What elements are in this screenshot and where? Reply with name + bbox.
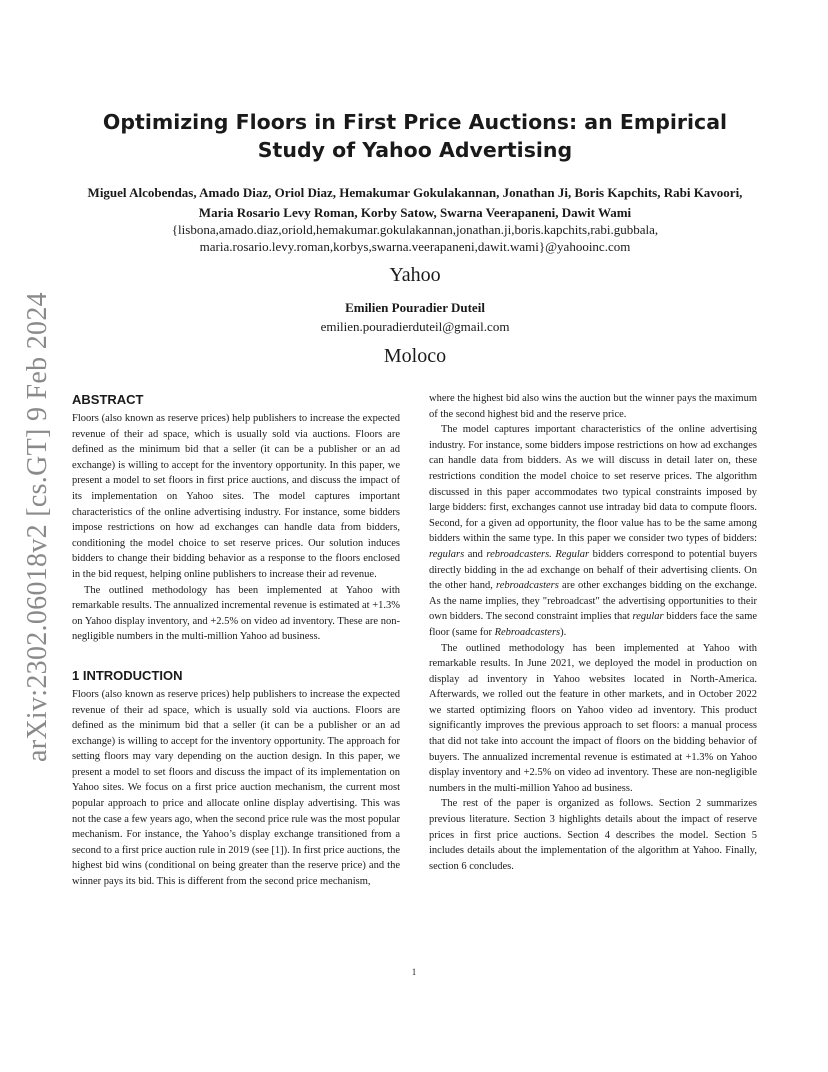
page-number: 1 [411,967,417,977]
paper-title: Optimizing Floors in First Price Auctions: an Empirical Study of Yahoo Advertising [102,110,728,162]
right-paragraph-0: where the highest bid also wins the auction but the winner pays the maximum of the second highest bid and the reserve price. [429,393,757,420]
abstract-paragraph-1: Floors (also known as reserve prices) help publishers to increase the expected revenue of their ad space, which is usually sold via auctions. Floors are defined as the minimum bid that a seller (it can be a publisher or an ad exchange) is willing to accept for the inventory opportunity. In this paper, we present a model to set floors in first price auctions, and discuss the impact of its implementation on Yahoo sites. The model captures important characteristics of the online advertising industry. For instance, some bidders impose restrictions on how ad exchanges can handle data from bidders, conditioning the model choice to set reserve prices. Our solution induces bidders to change their bidding behavior as a response to the floors enclosed in the bid request, helping online publishers to increase their ad revenue. [72,413,400,580]
author-emails: {lisbona,amado.diaz,oriold,hemakumar.gokulakannan,jonathan.ji,boris.kapchits,rabi.gubbala, maria.rosario.levy.roman,korbys,swarna.veerapaneni,dawit.wami}@yahooinc.com [171,222,659,254]
right-paragraph-1: The model captures important characteristics of the online advertising industry. For instance, some bidders impose restrictions on how ad exchanges can handle data from bidders. As we will discuss in detail later on, these restrictions condition the model choice to set reserve prices. The algorithm discussed in this paper accommodates two typical constraints imposed by large bidders: first, exchanges cannot use intraday bid data to compute floors. Second, for a given ad opportunity, the floor value has to be the same among bidders within the same type. In this paper we consider two types of bidders: regulars and rebroadcasters. Regular bidders correspond to potential buyers directly bidding in the ad exchange on behalf of their advertising clients. On the other hand, rebroadcasters are other exchanges bidding on the exchange. As the name implies, they "rebroadcast" the advertising opportunities to their own bidders. The second constraint implies that regular bidders face the same floor (same for Rebroadcasters). [429,424,758,638]
right-paragraph-2: The outlined methodology has been implemented at Yahoo with remarkable results. In June 2021, we deployed the model in production on display ad inventory in Yahoo websites located in North-America. Afterwards, we rolled out the feature in other markets, and in October 2022 we started optimizing floors on Yahoo video ad inventory. This product significantly improves the previous approach to set floors: a manual process that did not take into account the impact of floors on the bidding behavior of buyers. The annualized incremental revenue is estimated at +1.3% on Yahoo display inventory and +2.5% on video ad inventory. These are non-negligible numbers in the multi-million Yahoo ad business. [429,642,757,794]
abstract-paragraph-2: The outlined methodology has been implemented at Yahoo with remarkable results. The annualized incremental revenue is estimated at +1.3% on Yahoo display inventory, and +2.5% on video ad inventory. These are non-negligible numbers in the multi-million Yahoo ad business. [72,584,400,643]
introduction-paragraph-1: Floors (also known as reserve prices) help publishers to increase the expected revenue of their ad space, which is usually sold via auctions. Floors are defined as the minimum bid that a seller (it can be a publisher or an ad exchange) is willing to accept for the inventory opportunity. The approach for setting floors may vary depending on the auction design. In this paper, we present a model to set floors and discuss the impact of its implementation on Yahoo sites. We focus on a first price auction mechanism, the current most popular approach to price and allocate online display advertising. This was not the case a few years ago, when the second price rule was the most popular mechanism. For instance, the Yahoo’s display exchange transitioned from a second to a first price auction rule in 2019 (see [1]). In first price auctions, the highest bid wins (conditional on being greater than the reserve price) and the winner pays its bid. This is different from the second price mechanism, [72,688,401,888]
second-author: Emilien Pouradier Duteil [345,300,485,315]
arxiv-identifier: arXiv:2302.06018v2 [cs.GT] 9 Feb 2024 [22,292,53,762]
right-column [429,391,757,874]
left-column [72,391,400,890]
abstract-heading: ABSTRACT [72,392,144,407]
introduction-heading: 1 INTRODUCTION [72,667,183,683]
right-paragraph-3: The rest of the paper is organized as follows. Section 2 summarizes previous literature. Section 3 highlights details about the impact of reserve prices in first price auctions. Section 4 describes the model. Section 5 includes details about the implementation of the algorithm at Yahoo. Finally, section 6 concludes. [429,798,757,872]
author-list: Miguel Alcobendas, Amado Diaz, Oriol Diaz, Hemakumar Gokulakannan, Jonathan Ji, Boris Kapchits, Rabi Kavoori, Maria Rosario Levy Roman, Korby Satow, Swarna Veerapaneni, Dawit Wami [87,185,743,220]
second-author-email: emilien.pouradierduteil@gmail.com [320,319,510,334]
affiliation-moloco: Moloco [383,345,447,367]
affiliation-yahoo: Yahoo [389,264,441,286]
arxiv-sidebar [8,292,68,762]
